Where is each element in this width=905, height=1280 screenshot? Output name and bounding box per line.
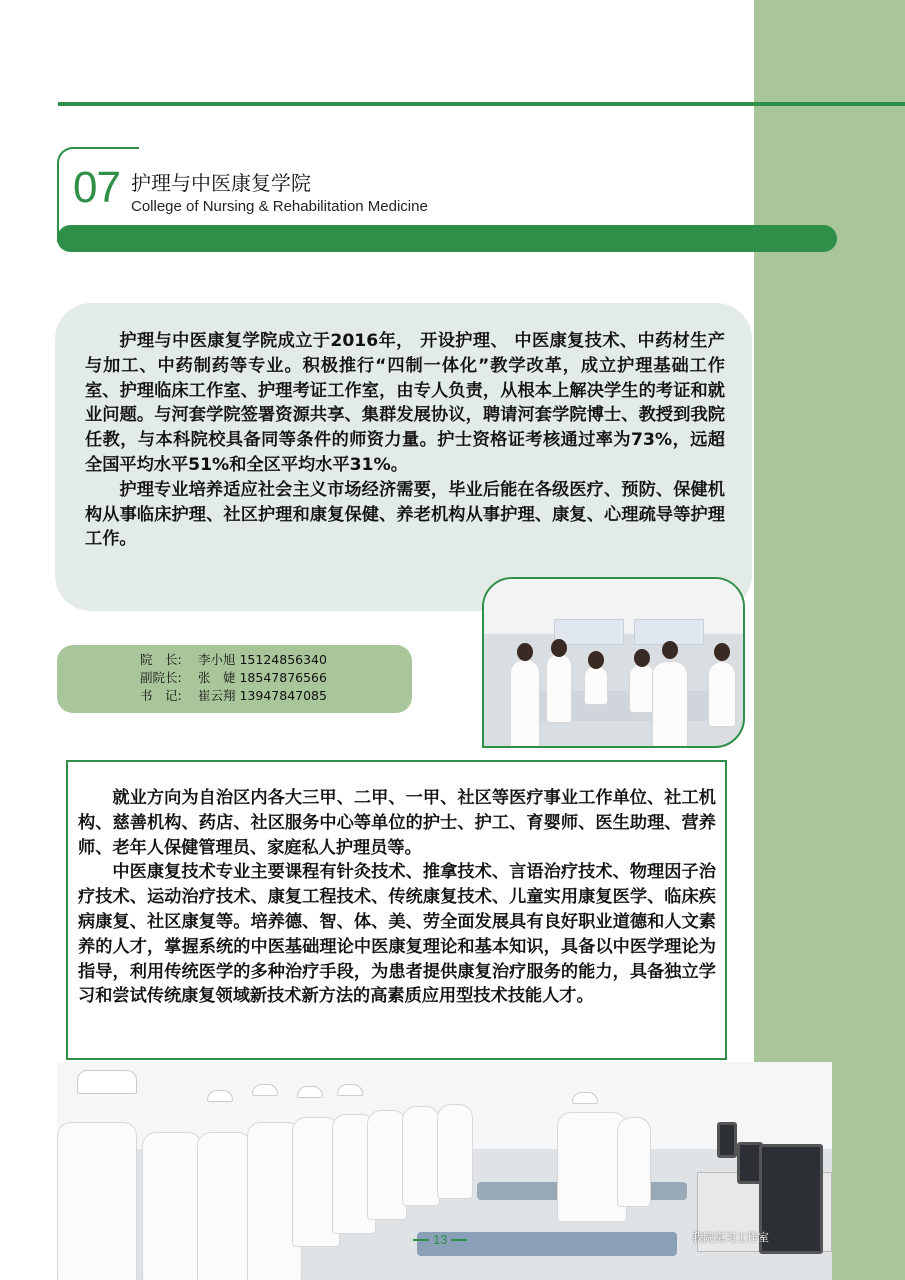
section-title-en: College of Nursing & Rehabilitation Medicine — [131, 198, 428, 215]
info-paragraph-2: 中医康复技术专业主要课程有针灸技术、推拿技术、言语治疗技术、物理因子治疗技术、运动治疗技术、康复工程技术、传统康复技术、儿童实用康复医学、临床疾病康复、社区康复等。培养德、智、体、美、劳全面发展具有良好职业道德和人文素养的人才，掌握系统的中医基础理论中医康复理论和基本知识，具备以中医学理论为指导，利用传统医学的多种治疗手段，为患者提供康复治疗服务的能力，具备独立学习和尝试传统康复领域新技术新方法的高素质应用型技术技能人才。 — [78, 862, 716, 1007]
info-text — [78, 786, 716, 1009]
intro-paragraph-1: 护理与中医康复学院成立于2016年， 开设护理、 中医康复技术、中药材生产与加工、中药制药等专业。积极推行“四制一体化”教学改革，成立护理基础工作室、护理临床工作室、护理考证工作室，由专人负责，从根本上解决学生的考证和就业问题。与河套学院签署资源共享、集群发展协议，聘请河套学院博士、教授到我院任教，与本科院校具备同等条件的师资力量。护士资格证考核通过率为73%，远超全国平均水平51%和全区平均水平31%。 — [85, 331, 725, 475]
leader-secretary — [140, 687, 327, 704]
leader-role: 副院长: — [140, 670, 182, 685]
section-number: 07 — [73, 163, 120, 212]
leader-role: 院 长: — [140, 652, 182, 667]
top-divider — [58, 102, 905, 106]
leader-contact: 李小旭 15124856340 — [198, 652, 327, 667]
photo-caption: 我院实习工作室 — [692, 1231, 769, 1244]
leader-contact: 崔云翔 13947847085 — [198, 688, 327, 703]
leader-role: 书 记: — [140, 688, 182, 703]
intro-text — [85, 329, 725, 552]
intro-paragraph-2: 护理专业培养适应社会主义市场经济需要，毕业后能在各级医疗、预防、保健机构从事临床护理、社区护理和康复保健、养老机构从事护理、康复、心理疏导等护理工作。 — [85, 479, 725, 550]
training-room-photo — [57, 1062, 832, 1280]
header-bar — [57, 225, 837, 252]
info-paragraph-1: 就业方向为自治区内各大三甲、二甲、一甲、社区等医疗事业工作单位、社工机构、慈善机构、药店、社区服务中心等单位的护士、护工、育婴师、医生助理、营养师、老年人保健管理员、家庭私人护理员等。 — [78, 788, 716, 858]
leader-vice-dean — [140, 669, 327, 686]
nursing-lab-photo — [482, 577, 745, 748]
leader-dean — [140, 651, 327, 668]
leader-contact: 张 婕 18547876566 — [198, 670, 327, 685]
section-title-cn: 护理与中医康复学院 — [131, 171, 311, 195]
page-number-text: 13 — [433, 1232, 448, 1247]
page-number — [413, 1232, 467, 1247]
